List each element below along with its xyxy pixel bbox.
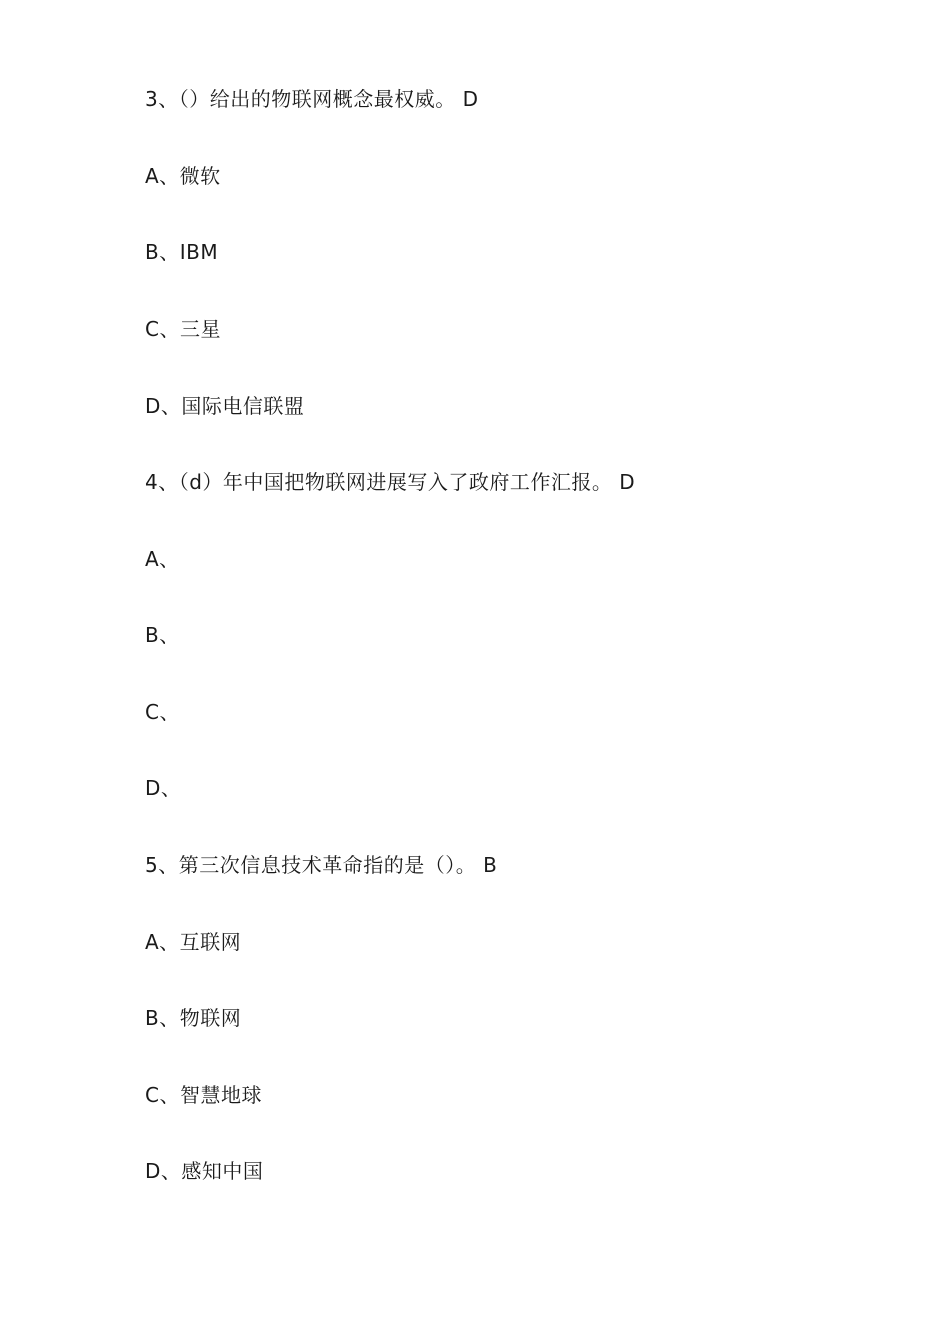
question-3-option-b: B、IBM <box>145 240 219 264</box>
question-3-option-d: D、国际电信联盟 <box>145 394 305 418</box>
question-4-option-a: A、 <box>145 547 180 571</box>
question-5-option-d: D、感知中国 <box>145 1159 264 1183</box>
question-4-option-d: D、 <box>145 776 182 800</box>
question-3-option-c: C、三星 <box>145 317 221 341</box>
question-5-option-b: B、物联网 <box>145 1006 242 1030</box>
question-4-option-c: C、 <box>145 700 180 724</box>
question-5-stem: 5、第三次信息技术革命指的是（）。 B <box>145 853 498 877</box>
question-5-option-c: C、智慧地球 <box>145 1083 262 1107</box>
question-4-option-b: B、 <box>145 623 180 647</box>
question-3-stem: 3、（）给出的物联网概念最权威。 D <box>145 87 479 111</box>
question-5-option-a: A、互联网 <box>145 930 242 954</box>
question-3-option-a: A、微软 <box>145 164 221 188</box>
question-4-stem: 4、（d）年中国把物联网进展写入了政府工作汇报。 D <box>145 470 636 494</box>
